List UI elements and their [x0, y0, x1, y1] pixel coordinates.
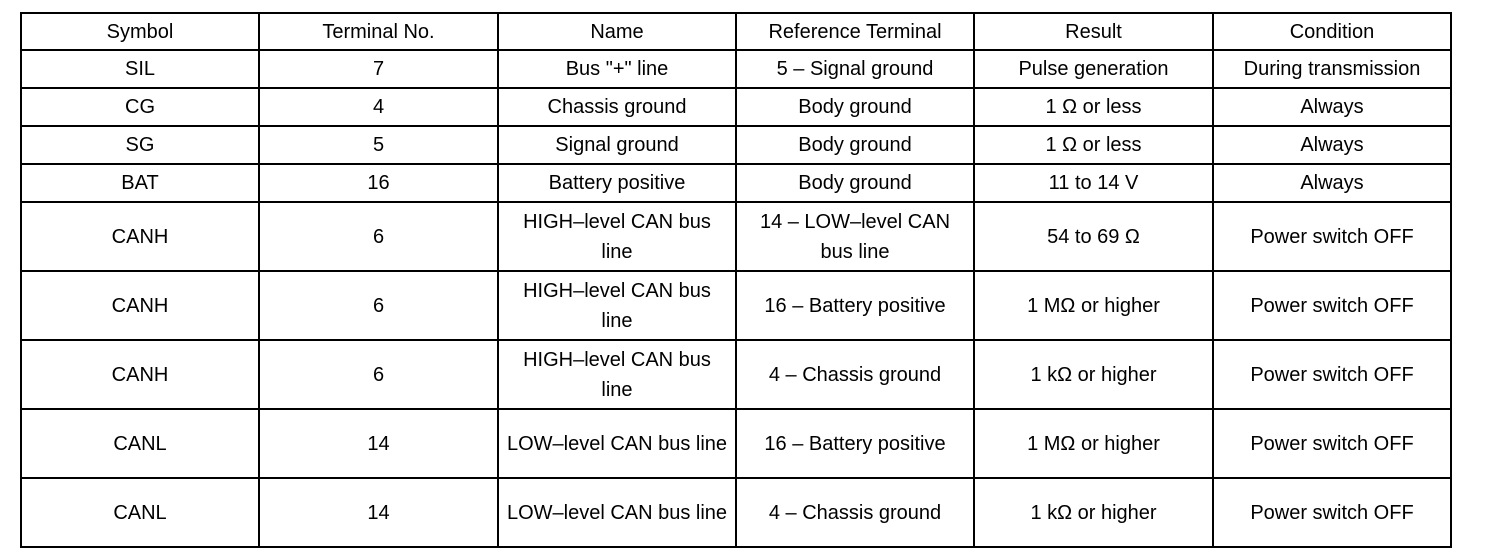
cell-symbol: CANH [21, 271, 259, 340]
cell-result: Pulse generation [974, 50, 1213, 88]
cell-terminal-no: 6 [259, 271, 498, 340]
cell-symbol: SG [21, 126, 259, 164]
cell-terminal-no: 5 [259, 126, 498, 164]
cell-result: 1 Ω or less [974, 88, 1213, 126]
cell-condition: Power switch OFF [1213, 340, 1451, 409]
cell-condition: Always [1213, 126, 1451, 164]
table-row [21, 271, 1451, 340]
cell-reference-terminal: Body ground [736, 164, 974, 202]
cell-condition: Power switch OFF [1213, 202, 1451, 271]
cell-condition: Always [1213, 88, 1451, 126]
cell-name: Battery positive [498, 164, 736, 202]
terminal-spec-table [20, 12, 1452, 548]
cell-result: 1 Ω or less [974, 126, 1213, 164]
cell-symbol: CANH [21, 340, 259, 409]
cell-condition: Always [1213, 164, 1451, 202]
cell-reference-terminal: 4 – Chassis ground [736, 340, 974, 409]
cell-name: HIGH–level CAN bus line [498, 271, 736, 340]
cell-result: 1 kΩ or higher [974, 478, 1213, 547]
table-row [21, 50, 1451, 88]
cell-reference-terminal: 16 – Battery positive [736, 271, 974, 340]
cell-symbol: CG [21, 88, 259, 126]
cell-reference-terminal: Body ground [736, 126, 974, 164]
cell-condition: During transmission [1213, 50, 1451, 88]
table-row [21, 202, 1451, 271]
table-row [21, 164, 1451, 202]
cell-name: HIGH–level CAN bus line [498, 340, 736, 409]
header-result: Result [974, 13, 1213, 50]
table-row [21, 126, 1451, 164]
table-header-row [21, 13, 1451, 50]
cell-name: Chassis ground [498, 88, 736, 126]
cell-reference-terminal: 16 – Battery positive [736, 409, 974, 478]
cell-condition: Power switch OFF [1213, 478, 1451, 547]
cell-condition: Power switch OFF [1213, 271, 1451, 340]
cell-terminal-no: 4 [259, 88, 498, 126]
cell-name: LOW–level CAN bus line [498, 478, 736, 547]
table-row [21, 409, 1451, 478]
cell-result: 1 kΩ or higher [974, 340, 1213, 409]
cell-result: 11 to 14 V [974, 164, 1213, 202]
header-condition: Condition [1213, 13, 1451, 50]
cell-terminal-no: 14 [259, 409, 498, 478]
cell-reference-terminal: Body ground [736, 88, 974, 126]
cell-name: Bus "+" line [498, 50, 736, 88]
header-reference-terminal: Reference Terminal [736, 13, 974, 50]
cell-symbol: BAT [21, 164, 259, 202]
cell-terminal-no: 7 [259, 50, 498, 88]
cell-condition: Power switch OFF [1213, 409, 1451, 478]
cell-name: LOW–level CAN bus line [498, 409, 736, 478]
cell-terminal-no: 14 [259, 478, 498, 547]
header-name: Name [498, 13, 736, 50]
cell-name: Signal ground [498, 126, 736, 164]
cell-terminal-no: 6 [259, 340, 498, 409]
cell-symbol: CANL [21, 409, 259, 478]
cell-reference-terminal: 4 – Chassis ground [736, 478, 974, 547]
header-terminal-no: Terminal No. [259, 13, 498, 50]
cell-reference-terminal: 5 – Signal ground [736, 50, 974, 88]
header-symbol: Symbol [21, 13, 259, 50]
cell-result: 1 MΩ or higher [974, 409, 1213, 478]
cell-symbol: SIL [21, 50, 259, 88]
table-row [21, 340, 1451, 409]
table-row [21, 88, 1451, 126]
cell-symbol: CANH [21, 202, 259, 271]
cell-terminal-no: 6 [259, 202, 498, 271]
cell-result: 54 to 69 Ω [974, 202, 1213, 271]
cell-result: 1 MΩ or higher [974, 271, 1213, 340]
cell-terminal-no: 16 [259, 164, 498, 202]
cell-name: HIGH–level CAN bus line [498, 202, 736, 271]
cell-reference-terminal: 14 – LOW–level CAN bus line [736, 202, 974, 271]
cell-symbol: CANL [21, 478, 259, 547]
table-row [21, 478, 1451, 547]
